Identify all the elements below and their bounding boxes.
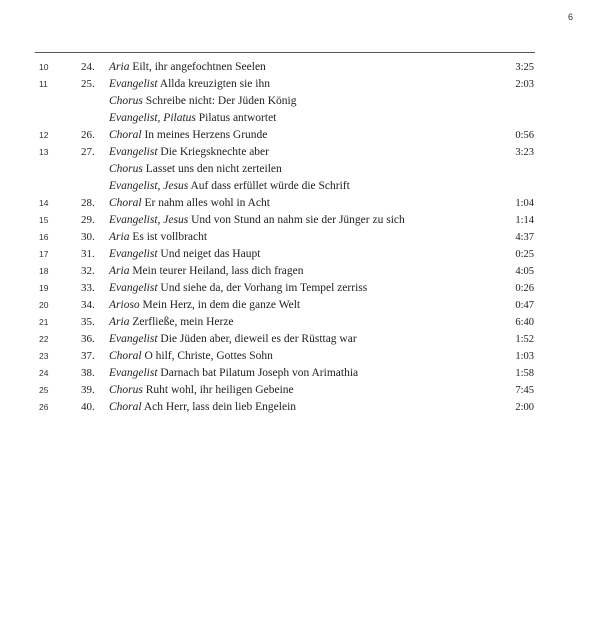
duration: 3:23 (515, 147, 534, 158)
role-label: Aria (109, 61, 130, 73)
movement-number: 29. (81, 214, 95, 226)
title-text: O hilf, Christe, Gottes Sohn (144, 350, 273, 362)
track-row (0, 246, 599, 263)
track-number: 25 (39, 385, 49, 395)
track-title (109, 263, 304, 280)
title-text: Er nahm alles wohl in Acht (144, 197, 270, 209)
track-row (0, 76, 599, 93)
track-row (0, 365, 599, 382)
track-row (0, 178, 599, 195)
track-number: 17 (39, 249, 49, 259)
duration: 1:58 (515, 368, 534, 379)
title-text: Und von Stund an nahm sie der Jünger zu sich (191, 214, 405, 226)
track-number: 14 (39, 198, 49, 208)
track-number: 10 (39, 62, 49, 72)
track-title (109, 348, 273, 365)
title-text: In meines Herzens Grunde (144, 129, 268, 141)
movement-number: 28. (81, 197, 95, 209)
role-label: Aria (109, 316, 130, 328)
title-text: Lasset uns den nicht zerteilen (145, 163, 282, 175)
title-text: Ruht wohl, ihr heiligen Gebeine (145, 384, 294, 396)
movement-number: 33. (81, 282, 95, 294)
track-number: 21 (39, 317, 49, 327)
role-label: Evangelist (109, 333, 158, 345)
track-title (109, 76, 270, 93)
movement-number: 36. (81, 333, 95, 345)
movement-number: 32. (81, 265, 95, 277)
track-row (0, 212, 599, 229)
movement-number: 40. (81, 401, 95, 413)
role-label: Evangelist (109, 78, 158, 90)
title-text: Darnach bat Pilatum Joseph von Arimathia (160, 367, 359, 379)
movement-number: 39. (81, 384, 95, 396)
track-number: 11 (39, 79, 48, 89)
track-number: 12 (39, 130, 49, 140)
duration: 0:47 (515, 300, 534, 311)
tracklist (0, 59, 599, 416)
track-title (109, 195, 270, 212)
title-text: Allda kreuzigten sie ihn (159, 78, 270, 90)
title-text: Schreibe nicht: Der Jüden König (145, 95, 297, 107)
duration: 0:56 (515, 130, 534, 141)
track-title (109, 314, 234, 331)
track-title (109, 331, 357, 348)
duration: 2:03 (515, 79, 534, 90)
track-number: 23 (39, 351, 49, 361)
role-label: Evangelist (109, 282, 158, 294)
title-text: Die Kriegsknechte aber (160, 146, 269, 158)
track-row (0, 399, 599, 416)
header-rule (35, 52, 535, 53)
role-label: Arioso (109, 299, 140, 311)
title-text: Pilatus antwortet (198, 112, 277, 124)
role-label: Choral (109, 401, 142, 413)
track-number: 19 (39, 283, 49, 293)
duration: 0:25 (515, 249, 534, 260)
movement-number: 27. (81, 146, 95, 158)
role-label: Choral (109, 350, 142, 362)
role-label: Evangelist (109, 367, 158, 379)
track-title (109, 127, 267, 144)
track-row (0, 161, 599, 178)
track-title (109, 399, 296, 416)
track-title (109, 212, 405, 229)
movement-number: 35. (81, 316, 95, 328)
track-row (0, 229, 599, 246)
movement-number: 31. (81, 248, 95, 260)
duration: 7:45 (515, 385, 534, 396)
role-label: Chorus (109, 95, 143, 107)
title-text: Zerfließe, mein Herze (132, 316, 234, 328)
track-number: 24 (39, 368, 49, 378)
role-label: Aria (109, 265, 130, 277)
track-number: 15 (39, 215, 49, 225)
role-label: Choral (109, 197, 142, 209)
role-label: Aria (109, 231, 130, 243)
role-label: Chorus (109, 163, 143, 175)
duration: 1:14 (515, 215, 534, 226)
track-title (109, 93, 297, 110)
track-title (109, 297, 300, 314)
track-title (109, 382, 294, 399)
duration: 0:26 (515, 283, 534, 294)
title-text: Ach Herr, lass dein lieb Engelein (143, 401, 297, 413)
title-text: Die Jüden aber, dieweil es der Rüsttag war (160, 333, 357, 345)
track-number: 26 (39, 402, 49, 412)
track-title (109, 178, 350, 195)
track-row (0, 195, 599, 212)
track-number: 18 (39, 266, 49, 276)
track-title (109, 229, 207, 246)
title-text: Und siehe da, der Vorhang im Tempel zerriss (160, 282, 368, 294)
track-row (0, 280, 599, 297)
duration: 2:00 (515, 402, 534, 413)
role-label: Choral (109, 129, 142, 141)
track-row (0, 144, 599, 161)
track-title (109, 144, 269, 161)
page-number: 6 (568, 12, 574, 22)
duration: 4:37 (515, 232, 534, 243)
role-label: Chorus (109, 384, 143, 396)
movement-number: 38. (81, 367, 95, 379)
track-row (0, 127, 599, 144)
track-title (109, 246, 260, 263)
movement-number: 30. (81, 231, 95, 243)
track-number: 16 (39, 232, 49, 242)
duration: 4:05 (515, 266, 534, 277)
track-title (109, 365, 358, 382)
track-title (109, 110, 276, 127)
duration: 1:04 (515, 198, 534, 209)
track-number: 22 (39, 334, 49, 344)
track-row (0, 93, 599, 110)
track-row (0, 314, 599, 331)
track-title (109, 59, 266, 76)
track-row (0, 348, 599, 365)
title-text: Es ist vollbracht (132, 231, 208, 243)
track-row (0, 331, 599, 348)
track-row (0, 59, 599, 76)
movement-number: 26. (81, 129, 95, 141)
track-number: 13 (39, 147, 49, 157)
track-row (0, 110, 599, 127)
movement-number: 34. (81, 299, 95, 311)
movement-number: 25. (81, 78, 95, 90)
title-text: Mein Herz, in dem die ganze Welt (142, 299, 301, 311)
duration: 1:52 (515, 334, 534, 345)
role-label: Evangelist (109, 146, 158, 158)
role-label: Evangelist, Jesus (109, 214, 189, 226)
duration: 3:25 (515, 62, 534, 73)
track-row (0, 263, 599, 280)
track-title (109, 280, 367, 297)
role-label: Evangelist, Pilatus (109, 112, 196, 124)
track-row (0, 297, 599, 314)
duration: 6:40 (515, 317, 534, 328)
movement-number: 37. (81, 350, 95, 362)
title-text: Auf dass erfüllet würde die Schrift (190, 180, 350, 192)
track-title (109, 161, 282, 178)
title-text: Mein teurer Heiland, lass dich fragen (132, 265, 304, 277)
role-label: Evangelist (109, 248, 158, 260)
role-label: Evangelist, Jesus (109, 180, 189, 192)
track-number: 20 (39, 300, 49, 310)
track-row (0, 382, 599, 399)
title-text: Eilt, ihr angefochtnen Seelen (132, 61, 266, 73)
movement-number: 24. (81, 61, 95, 73)
title-text: Und neiget das Haupt (160, 248, 261, 260)
duration: 1:03 (515, 351, 534, 362)
